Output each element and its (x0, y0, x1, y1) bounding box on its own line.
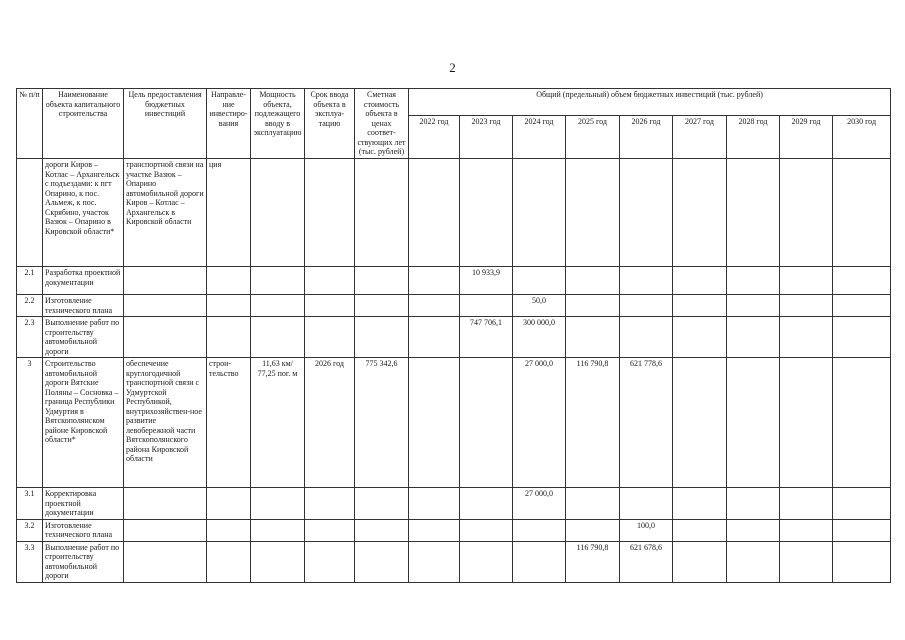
row-year-value (833, 488, 891, 520)
row-year-value (460, 358, 513, 488)
row-year-value (780, 519, 833, 541)
row-year-value (566, 295, 620, 317)
row-year-value (780, 488, 833, 520)
row-year-value: 27 000,0 (513, 358, 566, 488)
header-row (17, 89, 891, 116)
row-term (305, 488, 355, 520)
table-body (17, 159, 891, 583)
table-row (17, 295, 891, 317)
row-year-value: 300 000,0 (513, 317, 566, 358)
row-direction (207, 295, 251, 317)
row-num: 3.1 (17, 488, 43, 520)
header-goal: Цель предоставления бюджетных инвестиций (124, 89, 207, 159)
row-year-value (460, 488, 513, 520)
row-term: 2026 год (305, 358, 355, 488)
row-year-value (833, 159, 891, 267)
header-year: 2028 год (727, 116, 780, 159)
row-year-value (673, 541, 727, 582)
row-year-value (409, 541, 460, 582)
row-year-value (673, 488, 727, 520)
row-direction (207, 267, 251, 295)
row-num: 2.1 (17, 267, 43, 295)
row-goal: транспортной связи на участке Вазюк – Опарино автомобильной дороги Киров – Котлас – Архангельск в Кировской области (124, 159, 207, 267)
row-year-value (460, 159, 513, 267)
row-term (305, 519, 355, 541)
row-year-value (780, 317, 833, 358)
row-year-value (513, 159, 566, 267)
row-capacity (251, 519, 305, 541)
row-year-value (409, 295, 460, 317)
row-goal (124, 317, 207, 358)
row-year-value (833, 295, 891, 317)
row-year-value (409, 159, 460, 267)
header-year: 2023 год (460, 116, 513, 159)
row-year-value: 116 790,8 (566, 541, 620, 582)
row-year-value (513, 519, 566, 541)
table-row (17, 317, 891, 358)
row-capacity (251, 488, 305, 520)
row-year-value (727, 358, 780, 488)
row-year-value: 116 790,8 (566, 358, 620, 488)
row-year-value (833, 519, 891, 541)
row-num: 2.3 (17, 317, 43, 358)
row-term (305, 317, 355, 358)
row-year-value (833, 358, 891, 488)
row-direction (207, 317, 251, 358)
row-cost (355, 488, 409, 520)
row-year-value (513, 267, 566, 295)
row-year-value: 621 678,6 (620, 541, 673, 582)
row-year-value (513, 541, 566, 582)
row-direction (207, 519, 251, 541)
row-year-value (566, 267, 620, 295)
row-year-value (673, 295, 727, 317)
row-year-value: 621 778,6 (620, 358, 673, 488)
row-name: Корректировка проектной документации (43, 488, 124, 520)
header-year: 2029 год (780, 116, 833, 159)
row-year-value (727, 519, 780, 541)
row-year-value (620, 267, 673, 295)
row-year-value: 10 933,9 (460, 267, 513, 295)
row-year-value (833, 267, 891, 295)
row-year-value (620, 159, 673, 267)
row-term (305, 159, 355, 267)
row-year-value (566, 317, 620, 358)
row-term (305, 541, 355, 582)
row-year-value (780, 159, 833, 267)
row-year-value (460, 519, 513, 541)
row-num: 3.3 (17, 541, 43, 582)
row-year-value (780, 541, 833, 582)
row-goal (124, 488, 207, 520)
row-direction: строи-тельство (207, 358, 251, 488)
row-direction (207, 488, 251, 520)
row-num: 2.2 (17, 295, 43, 317)
row-year-value (673, 159, 727, 267)
row-year-value: 50,0 (513, 295, 566, 317)
row-goal (124, 541, 207, 582)
row-year-value (780, 358, 833, 488)
row-cost (355, 541, 409, 582)
row-year-value (409, 488, 460, 520)
row-direction: ция (207, 159, 251, 267)
row-goal (124, 519, 207, 541)
row-cost (355, 295, 409, 317)
table-row (17, 159, 891, 267)
row-year-value (780, 295, 833, 317)
row-num (17, 159, 43, 267)
row-year-value (409, 358, 460, 488)
row-year-value (620, 488, 673, 520)
row-year-value (409, 317, 460, 358)
header-year: 2026 год (620, 116, 673, 159)
row-year-value (673, 358, 727, 488)
row-name: Выполнение работ по строительству автомобильной дороги (43, 541, 124, 582)
row-year-value (620, 295, 673, 317)
row-term (305, 295, 355, 317)
row-term (305, 267, 355, 295)
row-year-value (727, 541, 780, 582)
row-year-value (460, 295, 513, 317)
row-goal: обеспечение круглогодичной транспортной связи с Удмуртской Республикой, внутрихозяйствен-ное развитие левобережной части Вятскополянского района Кировской области (124, 358, 207, 488)
header-capacity: Мощность объекта, подлежащего вводу в эксплуатацию (251, 89, 305, 159)
row-year-value (727, 317, 780, 358)
row-year-value (833, 541, 891, 582)
row-name: Строительство автомобильной дороги Вятские Поляны – Сосновка – граница Республики Удмуртия в Вятскополянском районе Кировской области* (43, 358, 124, 488)
row-capacity (251, 541, 305, 582)
row-cost (355, 159, 409, 267)
header-year: 2027 год (673, 116, 727, 159)
row-capacity (251, 159, 305, 267)
row-year-value (727, 267, 780, 295)
row-cost: 775 342,6 (355, 358, 409, 488)
row-name: Выполнение работ по строительству автомобильной дороги (43, 317, 124, 358)
row-name: Изготовление технического плана (43, 295, 124, 317)
table-row (17, 519, 891, 541)
row-year-value (727, 159, 780, 267)
row-cost (355, 267, 409, 295)
row-direction (207, 541, 251, 582)
investment-table (16, 88, 891, 583)
row-num: 3 (17, 358, 43, 488)
row-year-value (409, 519, 460, 541)
row-year-value (673, 519, 727, 541)
row-year-value (780, 267, 833, 295)
row-year-value (460, 541, 513, 582)
row-year-value (673, 317, 727, 358)
row-year-value (566, 519, 620, 541)
header-cost: Сметная стоимость объекта в ценах соответ-ствующих лет (тыс. рублей) (355, 89, 409, 159)
row-name: Изготовление технического плана (43, 519, 124, 541)
header-num: № п/п (17, 89, 43, 159)
row-goal (124, 295, 207, 317)
page-number: 2 (449, 60, 456, 75)
table-row (17, 267, 891, 295)
row-year-value (833, 317, 891, 358)
row-capacity (251, 267, 305, 295)
row-capacity (251, 295, 305, 317)
row-name: Разработка проектной документации (43, 267, 124, 295)
row-cost (355, 519, 409, 541)
row-name: дороги Киров – Котлас – Архангельск с подъездами: к пгт Опарино, к пос. Альмеж, к пос. Скрябино, участок Вазюк – Опарино в Кировской области* (43, 159, 124, 267)
row-year-value (566, 488, 620, 520)
row-year-value: 100,0 (620, 519, 673, 541)
row-year-value: 27 000,0 (513, 488, 566, 520)
header-direction: Направле-ние инвестиро-вания (207, 89, 251, 159)
row-capacity: 11,63 км/ 77,25 пог. м (251, 358, 305, 488)
header-year: 2024 год (513, 116, 566, 159)
row-year-value (727, 295, 780, 317)
row-year-value (673, 267, 727, 295)
header-name: Наименование объекта капитального строительства (43, 89, 124, 159)
row-year-value: 747 706,1 (460, 317, 513, 358)
header-year: 2025 год (566, 116, 620, 159)
row-goal (124, 267, 207, 295)
row-year-value (566, 159, 620, 267)
header-total-volume: Общий (предельный) объем бюджетных инвестиций (тыс. рублей) (409, 89, 891, 116)
table-row (17, 488, 891, 520)
row-cost (355, 317, 409, 358)
row-capacity (251, 317, 305, 358)
header-year: 2030 год (833, 116, 891, 159)
row-year-value (727, 488, 780, 520)
table-row (17, 358, 891, 488)
header-year: 2022 год (409, 116, 460, 159)
row-num: 3.2 (17, 519, 43, 541)
row-year-value (409, 267, 460, 295)
row-year-value (620, 317, 673, 358)
table-row (17, 541, 891, 582)
header-term: Срок ввода объекта в эксплуа-тацию (305, 89, 355, 159)
